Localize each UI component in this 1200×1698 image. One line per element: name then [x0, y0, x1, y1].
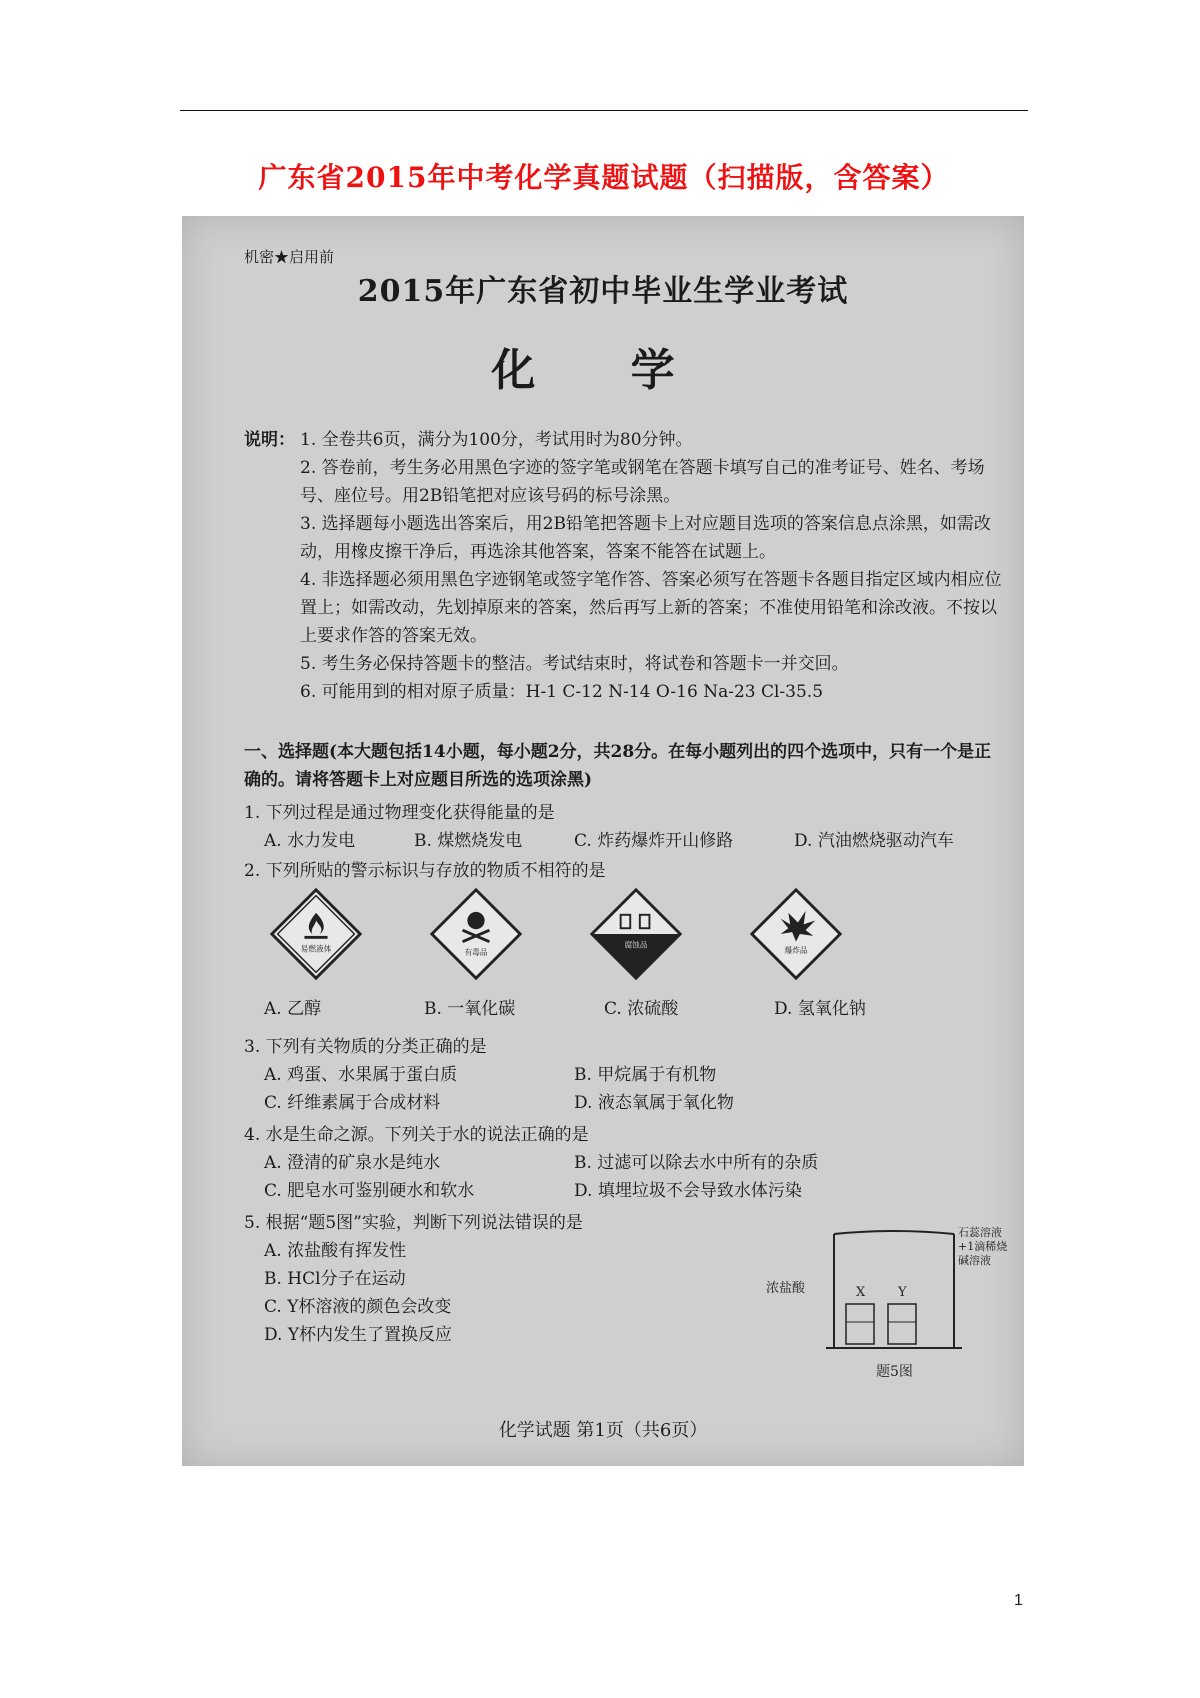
instruction-item: 5. 考生务必保持答题卡的整洁。考试结束时，将试卷和答题卡一并交回。 [300, 654, 849, 674]
question-5-option: C. Y杯溶液的颜色会改变 [264, 1297, 452, 1317]
sign-label: 腐蚀品 [624, 940, 648, 950]
question-1-stem: 1. 下列过程是通过物理变化获得能量的是 [244, 803, 555, 823]
question-3-options [264, 1060, 1004, 1085]
option: C. 炸药爆炸开山修路 [574, 831, 734, 851]
page-footer: 化学试题 第1页（共6页） [498, 1420, 708, 1441]
instruction-item: 3. 选择题每小题选出答案后，用2B铅笔把答题卡上对应题目选项的答案信息点涂黑，如需改动，用橡皮擦干净后，再选涂其他答案，答案不能答在试题上。 [300, 514, 991, 562]
option: C. 纤维素属于合成材料 [264, 1093, 441, 1113]
instruction-item: 6. 可能用到的相对原子质量：H-1 C-12 N-14 O-16 Na-23 Cl-35.5 [300, 682, 824, 702]
instruction-item: 说明： 1. 全卷共6页，满分为100分，考试用时为80分钟。 [244, 430, 693, 450]
question-2-options [264, 994, 1004, 1019]
sign-label: 爆炸品 [784, 946, 808, 956]
exam-name: 2015年广东省初中毕业生学业考试 [357, 274, 849, 309]
label-y: Y [898, 1285, 907, 1300]
header-rule [180, 110, 1028, 111]
question-5-option: A. 浓盐酸有挥发性 [264, 1241, 407, 1261]
subject-title: 化 学 [491, 345, 715, 396]
question-2-stem: 2. 下列所贴的警示标识与存放的物质不相符的是 [244, 861, 606, 881]
figure-caption: 题5图 [876, 1364, 913, 1380]
option: A. 澄清的矿泉水是纯水 [264, 1153, 441, 1173]
toxic-sign [428, 886, 524, 982]
option: D. 液态氧属于氧化物 [574, 1093, 734, 1113]
option: C. 浓硫酸 [604, 999, 679, 1019]
label-concentrated-hcl: 浓盐酸 [766, 1281, 806, 1296]
question-4-options [264, 1148, 1004, 1173]
flammable-liquid-sign [268, 886, 364, 982]
question-5-option: B. HCl分子在运动 [264, 1269, 406, 1289]
option: A. 鸡蛋、水果属于蛋白质 [264, 1065, 458, 1085]
instructions [244, 426, 1004, 706]
question-5-option: D. Y杯内发生了置换反应 [264, 1325, 453, 1345]
option: B. 一氧化碳 [424, 999, 516, 1019]
document-title: 广东省2015年中考化学真题试题（扫描版，含答案） [258, 161, 950, 194]
label-solution-container [958, 1226, 1014, 1292]
question-3-options [264, 1088, 1004, 1113]
question-4-options [264, 1176, 1004, 1201]
sign-label: 有毒品 [464, 948, 488, 958]
question-1-options [264, 826, 1004, 851]
secret-mark: 机密★启用前 [244, 248, 335, 266]
scanned-exam-page [182, 216, 1024, 1466]
question-3-stem: 3. 下列有关物质的分类正确的是 [244, 1037, 487, 1057]
figure-5-diagram [762, 1224, 1008, 1394]
option: D. 填埋垃圾不会导致水体污染 [574, 1181, 802, 1201]
option: B. 煤燃烧发电 [414, 831, 523, 851]
hazard-signs [268, 886, 948, 986]
section-heading: 一、选择题(本大题包括14小题，每小题2分，共28分。在每小题列出的四个选项中，只有一个是正确的。请将答题卡上对应题目所选的选项涂黑) [244, 742, 992, 790]
option: A. 乙醇 [264, 999, 322, 1019]
sign-label: 易燃液体 [300, 944, 332, 954]
question-4-stem: 4. 水是生命之源。下列关于水的说法正确的是 [244, 1125, 589, 1145]
option: C. 肥皂水可鉴别硬水和软水 [264, 1181, 475, 1201]
label-solution: 石蕊溶液+1滴稀烧碱溶液 [958, 1226, 1008, 1267]
option: D. 氢氧化钠 [774, 999, 866, 1019]
option: B. 过滤可以除去水中所有的杂质 [574, 1153, 819, 1173]
option: A. 水力发电 [264, 831, 356, 851]
explosive-sign [748, 886, 844, 982]
instruction-item: 4. 非选择题必须用黑色字迹钢笔或签字笔作答、答案必须写在答题卡各题目指定区域内相应位置上；如需改动，先划掉原来的答案，然后再写上新的答案；不准使用铅笔和涂改液。不按以上要求作答的答案无效。 [300, 570, 1002, 646]
page-number: 1 [1014, 1592, 1023, 1609]
corrosive-sign [588, 886, 684, 982]
label-x: X [856, 1285, 866, 1300]
option: B. 甲烷属于有机物 [574, 1065, 717, 1085]
option: D. 汽油燃烧驱动汽车 [794, 831, 954, 851]
instruction-item: 2. 答卷前，考生务必用黑色字迹的签字笔或钢笔在答题卡填写自己的准考证号、姓名、考场号、座位号。用2B铅笔把对应该号码的标号涂黑。 [300, 458, 985, 506]
question-5-stem: 5. 根据“题5图”实验，判断下列说法错误的是 [244, 1213, 583, 1233]
